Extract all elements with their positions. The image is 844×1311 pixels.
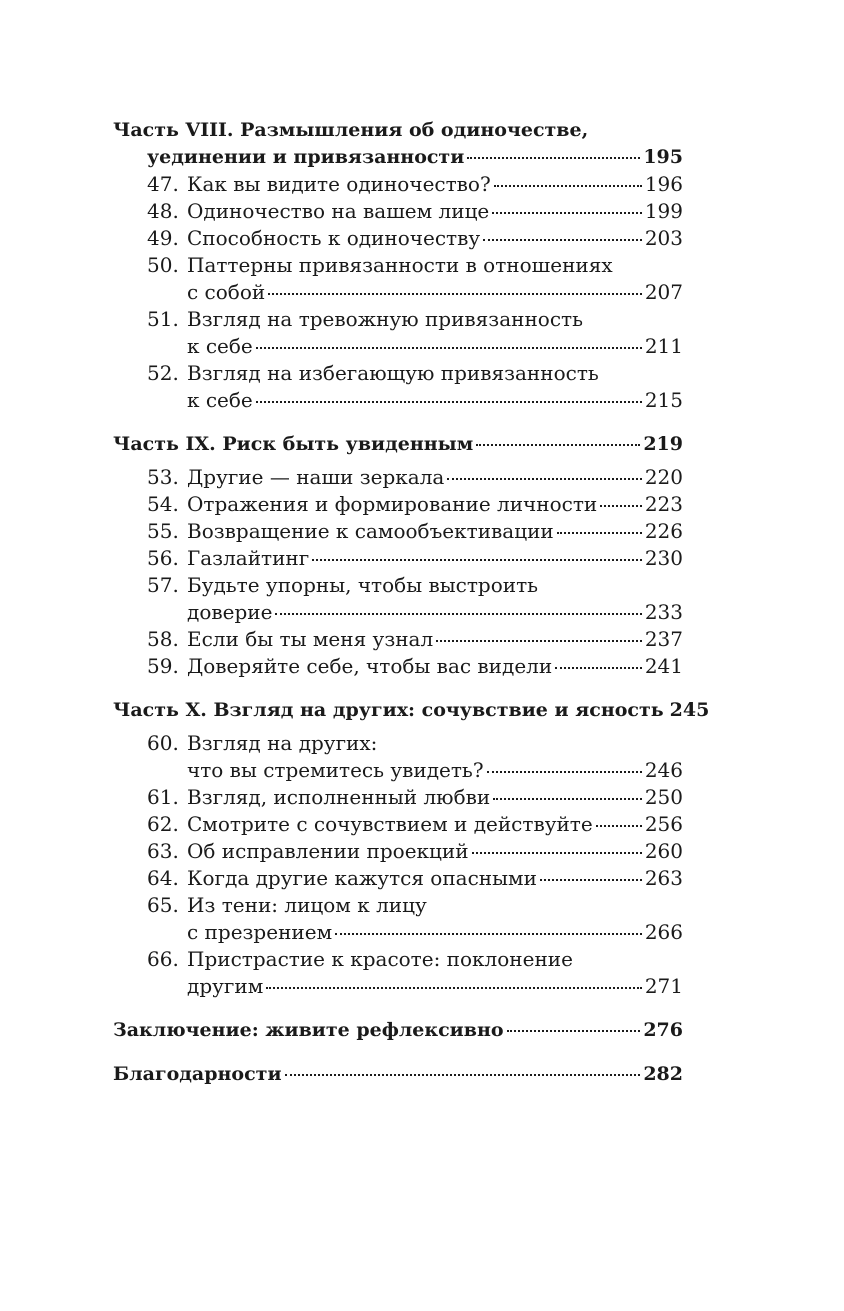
part-heading[interactable] (113, 431, 683, 458)
toc-entry[interactable] (113, 784, 683, 811)
conclusion-title: Заключение: живите рефлексивно (113, 1019, 504, 1041)
chapter-number: 60. (147, 731, 179, 755)
toc-entry[interactable] (113, 171, 683, 198)
page-number: 256 (644, 812, 683, 836)
chapter-number: 64. (147, 866, 179, 890)
dot-leader (555, 667, 642, 669)
toc-entry[interactable] (113, 545, 683, 572)
chapter-title-cont: с презрением (187, 920, 333, 944)
dot-leader (335, 933, 642, 935)
chapter-number: 53. (147, 465, 179, 489)
chapter-title: Отражения и формирование личности (187, 492, 598, 516)
chapter-title: Паттерны привязанности в отношениях (187, 253, 613, 277)
section-gap (113, 1000, 683, 1017)
part-title: Часть IX. Риск быть увиденным (113, 433, 474, 455)
chapter-title: Об исправлении проекций (187, 839, 469, 863)
page-number: 223 (644, 492, 683, 516)
toc-entry-cont[interactable] (113, 919, 683, 946)
chapter-number: 63. (147, 839, 179, 863)
part-title: Часть X. Взгляд на других: сочувствие и ясность (113, 699, 664, 721)
page-number: 245 (669, 699, 710, 721)
dot-leader (266, 987, 642, 989)
chapter-title-cont: к себе (187, 388, 253, 412)
part-title: Часть VIII. Размышления об одиночестве, (113, 119, 589, 141)
page-number: 276 (643, 1019, 683, 1041)
page-number: 271 (644, 974, 683, 998)
chapter-title: Взгляд на избегающую привязанность (187, 361, 599, 385)
chapter-number: 49. (147, 226, 179, 250)
toc-entry[interactable] (113, 626, 683, 653)
chapter-title-cont: доверие (187, 600, 273, 624)
chapter-number: 66. (147, 947, 179, 971)
page-number: 233 (644, 600, 683, 624)
chapter-number: 59. (147, 654, 179, 678)
chapter-title: Как вы видите одиночество? (187, 172, 491, 196)
dot-leader (596, 825, 642, 827)
page-number: 211 (644, 334, 683, 358)
toc-entry[interactable] (113, 811, 683, 838)
chapter-number: 48. (147, 199, 179, 223)
dot-leader (275, 613, 641, 615)
page-number: 215 (644, 388, 683, 412)
chapter-number: 51. (147, 307, 179, 331)
page-number: 199 (644, 199, 683, 223)
toc-entry[interactable] (113, 252, 683, 279)
chapter-title-cont: что вы стремитесь увидеть? (187, 758, 484, 782)
toc-entry[interactable] (113, 946, 683, 973)
page-number: 196 (644, 172, 683, 196)
part-title: уединении и привязанности (147, 146, 465, 168)
page-number: 246 (644, 758, 683, 782)
toc-entry[interactable] (113, 198, 683, 225)
chapter-number: 58. (147, 627, 179, 651)
toc-entry-cont[interactable] (113, 279, 683, 306)
chapter-title-cont: с собой (187, 280, 266, 304)
toc-entry-cont[interactable] (113, 387, 683, 414)
chapter-title: Одиночество на вашем лице (187, 199, 490, 223)
chapter-number: 50. (147, 253, 179, 277)
page-number: 230 (644, 546, 683, 570)
chapter-title: Взгляд на тревожную привязанность (187, 307, 583, 331)
toc-entry[interactable] (113, 892, 683, 919)
dot-leader (467, 157, 640, 159)
dot-leader (476, 444, 640, 446)
chapter-number: 62. (147, 812, 179, 836)
chapter-title: Пристрастие к красоте: поклонение (187, 947, 573, 971)
page-number: 241 (644, 654, 683, 678)
toc-entry[interactable] (113, 865, 683, 892)
toc-entry-cont[interactable] (113, 333, 683, 360)
toc-entry-cont[interactable] (113, 599, 683, 626)
page-number: 203 (644, 226, 683, 250)
chapter-number: 56. (147, 546, 179, 570)
chapter-number: 65. (147, 893, 179, 917)
chapter-number: 57. (147, 573, 179, 597)
page-number: 260 (644, 839, 683, 863)
page-number: 220 (644, 465, 683, 489)
chapter-title: Возвращение к самообъективации (187, 519, 554, 543)
toc-entry[interactable] (113, 360, 683, 387)
table-of-contents (113, 117, 710, 1088)
page-number: 219 (643, 433, 683, 455)
dot-leader (487, 771, 642, 773)
chapter-title: Взгляд на других: (187, 731, 378, 755)
dot-leader (557, 532, 642, 534)
dot-leader (483, 239, 642, 241)
section-gap (113, 680, 683, 697)
chapter-title: Будьте упорны, чтобы выстроить (187, 573, 539, 597)
toc-entry[interactable] (113, 306, 683, 333)
conclusion-entry[interactable] (113, 1017, 683, 1044)
page-number: 250 (644, 785, 683, 809)
dot-leader (256, 401, 642, 403)
dot-leader (436, 640, 642, 642)
page-number: 282 (643, 1063, 683, 1085)
part-heading-cont[interactable] (113, 144, 683, 171)
acknowledgements-title: Благодарности (113, 1063, 282, 1085)
dot-leader (540, 879, 642, 881)
section-gap (113, 1044, 683, 1061)
chapter-title-cont: другим (187, 974, 264, 998)
chapter-title: Газлайтинг (187, 546, 310, 570)
chapter-title: Доверяйте себе, чтобы вас видели (187, 654, 553, 678)
toc-entry[interactable] (113, 730, 683, 757)
page-number: 237 (644, 627, 683, 651)
part-heading[interactable] (113, 697, 710, 724)
chapter-number: 61. (147, 785, 179, 809)
dot-leader (285, 1074, 641, 1076)
part-heading[interactable] (113, 117, 683, 144)
chapter-title: Другие — наши зеркала (187, 465, 445, 489)
toc-entry[interactable] (113, 225, 683, 252)
toc-entry[interactable] (113, 838, 683, 865)
page-number: 263 (644, 866, 683, 890)
page-number: 266 (644, 920, 683, 944)
acknowledgements-entry[interactable] (113, 1061, 683, 1088)
page-number: 207 (644, 280, 683, 304)
chapter-number: 54. (147, 492, 179, 516)
chapter-title: Из тени: лицом к лицу (187, 893, 427, 917)
dot-leader (256, 347, 642, 349)
page-number: 226 (644, 519, 683, 543)
dot-leader (268, 293, 642, 295)
toc-entry[interactable] (113, 518, 683, 545)
chapter-title: Взгляд, исполненный любви (187, 785, 491, 809)
chapter-title: Если бы ты меня узнал (187, 627, 434, 651)
toc-entry[interactable] (113, 572, 683, 599)
chapter-title: Способность к одиночеству (187, 226, 481, 250)
page-number: 195 (643, 146, 683, 168)
toc-entry-cont[interactable] (113, 973, 683, 1000)
chapter-number: 55. (147, 519, 179, 543)
chapter-number: 52. (147, 361, 179, 385)
toc-entry-cont[interactable] (113, 757, 683, 784)
dot-leader (312, 559, 642, 561)
dot-leader (472, 852, 642, 854)
toc-entry[interactable] (113, 491, 683, 518)
chapter-number: 47. (147, 172, 179, 196)
dot-leader (507, 1030, 641, 1032)
chapter-title: Когда другие кажутся опасными (187, 866, 537, 890)
toc-entry[interactable] (113, 464, 683, 491)
dot-leader (492, 212, 642, 214)
dot-leader (494, 185, 642, 187)
dot-leader (493, 798, 642, 800)
section-gap (113, 414, 683, 431)
chapter-title-cont: к себе (187, 334, 253, 358)
dot-leader (600, 505, 642, 507)
chapter-title: Смотрите с сочувствием и действуйте (187, 812, 593, 836)
toc-entry[interactable] (113, 653, 683, 680)
dot-leader (447, 478, 641, 480)
